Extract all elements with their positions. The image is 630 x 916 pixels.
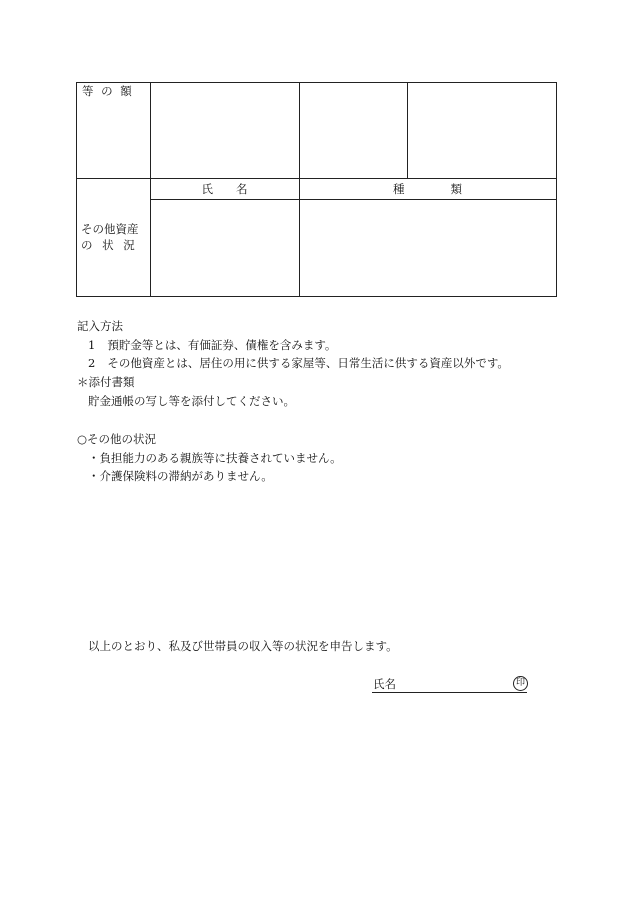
note-item-1 (88, 337, 336, 353)
table-subheader-divider (150, 199, 557, 200)
row2-label-line2: の 状 況 (81, 238, 138, 252)
row2-label-line1: その他資産 (81, 222, 139, 236)
signature-label: 氏名 (373, 677, 396, 691)
other-status-title: ○その他の状況 (77, 432, 157, 446)
other-status-item: ・負担能力のある親族等に扶養されていません。 (88, 451, 342, 465)
attachments-title: ＊添付書類 (77, 375, 135, 389)
note-item-2 (88, 355, 509, 371)
attachments-text: 貯金通帳の写し等を添付してください。 (88, 394, 295, 408)
seal-mark: 印 (513, 676, 528, 691)
table-row-divider (76, 178, 557, 179)
type-column-header: 種 類 (393, 182, 462, 196)
note-text: 預貯金等とは、有価証券、債権を含みます。 (107, 338, 337, 352)
signature-line (372, 692, 527, 693)
table-col-divider-2 (407, 82, 408, 178)
table-top-border (76, 82, 557, 83)
assets-table (0, 0, 630, 300)
table-left-border (76, 82, 77, 297)
note-text: その他資産とは、居住の用に供する家屋等、日常生活に供する資産以外です。 (107, 356, 509, 370)
notes-title: 記入方法 (77, 319, 123, 333)
table-bottom-border (76, 296, 557, 297)
other-status-item: ・介護保険料の滞納がありません。 (88, 469, 273, 483)
note-number: 1 (88, 338, 96, 352)
note-number: 2 (88, 356, 96, 370)
table-right-border (556, 82, 557, 297)
row1-label: 等 の 額 (82, 84, 134, 98)
name-column-header: 氏 名 (201, 182, 248, 196)
declaration-text: 以上のとおり、私及び世帯員の収入等の状況を申告します。 (88, 639, 398, 653)
